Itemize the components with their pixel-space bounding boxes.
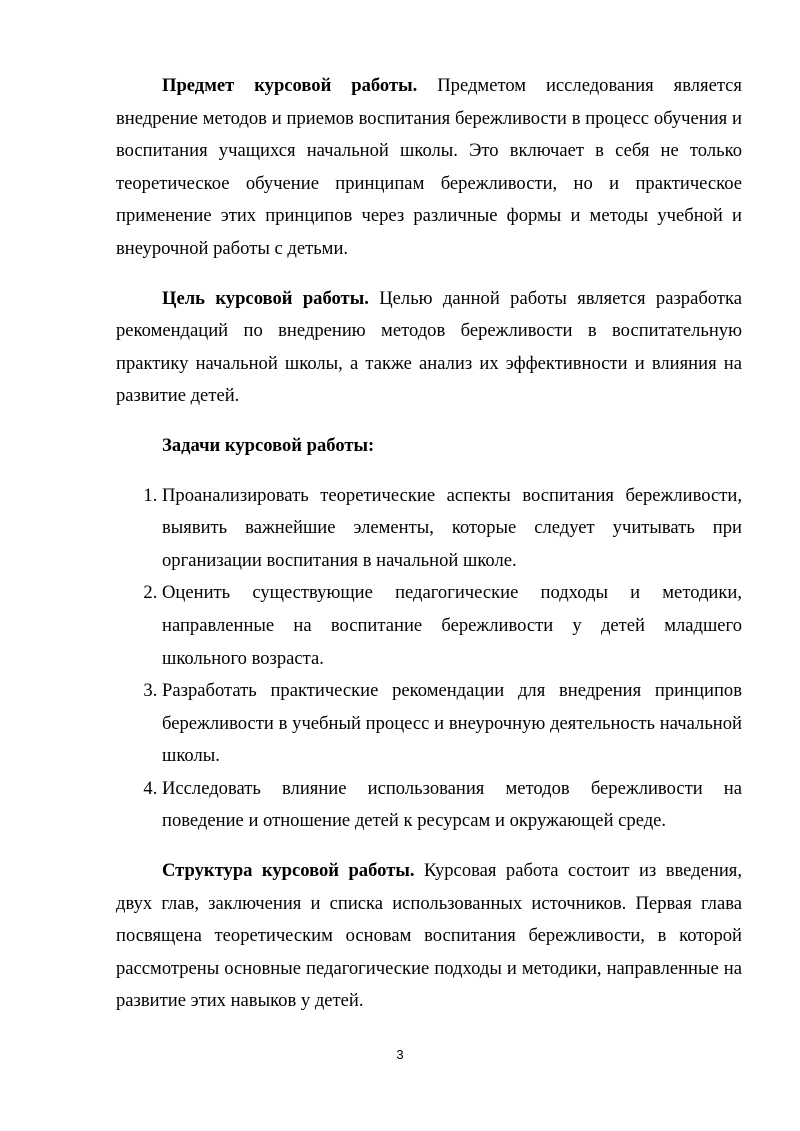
tasks-heading: Задачи курсовой работы: xyxy=(162,434,375,456)
list-item: 4. Исследовать влияние использования методов бережливости на поведение и отношение детей к ресурсам и окружающей среде. xyxy=(162,773,742,838)
subject-paragraph xyxy=(116,70,742,266)
goal-paragraph xyxy=(116,283,742,413)
subject-heading: Предмет курсовой работы. xyxy=(162,75,418,96)
structure-heading: Структура курсовой работы. xyxy=(162,860,415,882)
goal-heading: Цель курсовой работы. xyxy=(162,287,369,309)
tasks-heading-paragraph xyxy=(116,430,742,463)
goal-text: Целью данной работы является разработка рекомендаций по внедрению методов бережливости в воспитательную практику начальной школы, а также анализ их эффективности и влияния на развитие детей. xyxy=(116,287,742,407)
list-item: 2. Оценить существующие педагогические подходы и методики, направленные на воспитание бережливости у детей младшего школьного возраста. xyxy=(162,577,742,675)
list-item: 1. Проанализировать теоретические аспекты воспитания бережливости, выявить важнейшие элементы, которые следует учитывать при организации воспитания в начальной школе. xyxy=(162,480,742,578)
page-content xyxy=(116,70,742,1035)
structure-paragraph xyxy=(116,855,742,1018)
list-item: 3. Разработать практические рекомендации для внедрения принципов бережливости в учебный процесс и внеурочную деятельность начальной школы. xyxy=(162,675,742,773)
structure-text: Курсовая работа состоит из введения, двух глав, заключения и списка использованных источников. Первая глава посвящена теоретическим основам воспитания бережливости, в которой рассмотрены основные педагогические подходы и методики, направленные на развитие этих навыков у детей. xyxy=(116,860,742,1012)
subject-text: Предметом исследования является внедрение методов и приемов воспитания бережливости в процесс обучения и воспитания учащихся начальной школы. Это включает в себя не только теоретическое обучение принципам бережливости, но и практическое применение этих принципов через различные формы и методы учебной и внеурочной работы с детьми. xyxy=(116,75,742,259)
page-number: 3 xyxy=(396,1047,404,1062)
tasks-list xyxy=(116,480,742,839)
